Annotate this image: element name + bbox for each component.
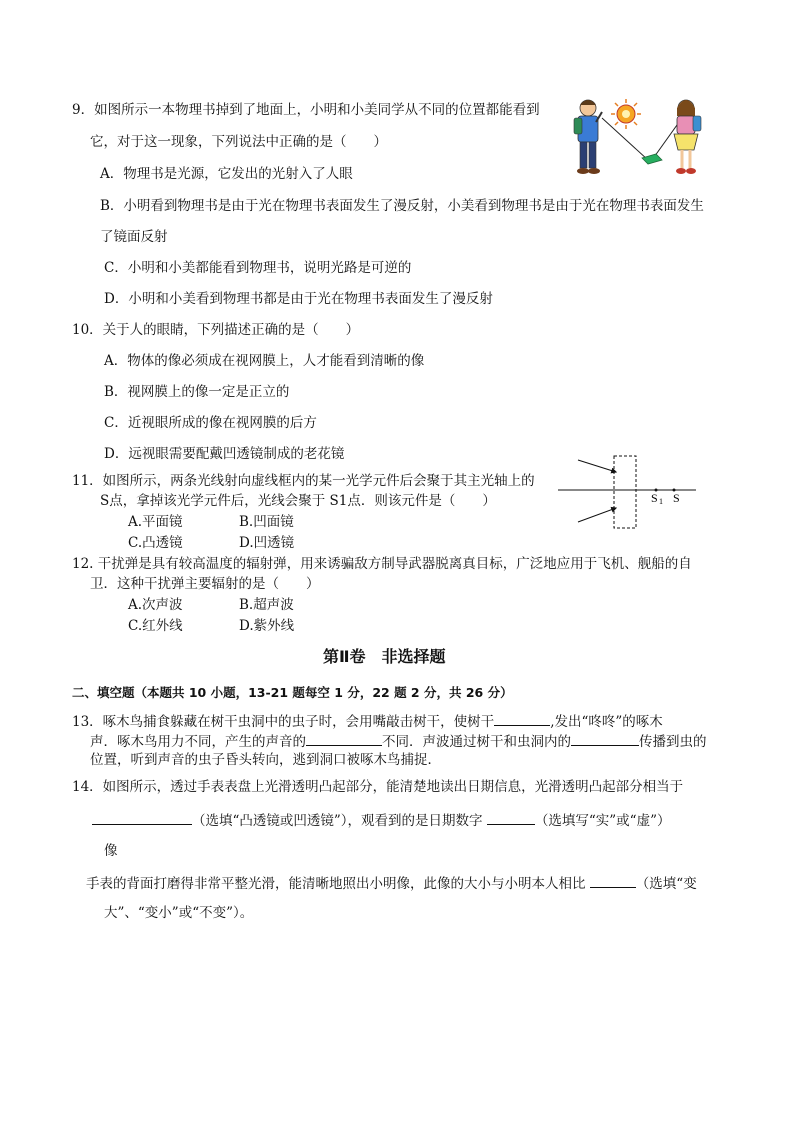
q9-option-c: C．小明和小美都能看到物理书，说明光路是可逆的 bbox=[104, 260, 412, 276]
q13-line2-b: 不同．声波通过树干和虫洞内的 bbox=[382, 734, 571, 750]
q13-blank-2[interactable] bbox=[306, 731, 382, 746]
q13-blank-3[interactable] bbox=[571, 731, 639, 746]
q11-stem-line2: S点，拿掉该光学元件后，光线会聚于 S1点．则该元件是（ ） bbox=[100, 493, 496, 509]
q12-option-b: B.超声波 bbox=[239, 597, 294, 613]
q13-line1-b: ,发出“咚咚”的啄木 bbox=[550, 714, 663, 730]
q9-stem-line1: 9．如图所示一本物理书掉到了地面上，小明和小美同学从不同的位置都能看到 bbox=[72, 102, 540, 118]
q11-option-c: C.凸透镜 bbox=[128, 535, 183, 551]
sun-icon bbox=[611, 99, 641, 129]
q14-line2 bbox=[92, 810, 670, 830]
q11-option-d: D.凹透镜 bbox=[239, 535, 295, 551]
q13-line2 bbox=[90, 731, 707, 751]
label-s1: S bbox=[651, 491, 658, 505]
q14-line4 bbox=[86, 873, 697, 893]
label-s: S bbox=[673, 491, 680, 505]
q14-line4-a: 手表的背面打磨得非常平整光滑，能清晰地照出小明像，此像的大小与小明本人相比 bbox=[86, 876, 586, 892]
q14-blank-2[interactable] bbox=[487, 810, 535, 825]
ray-bottom bbox=[578, 508, 616, 522]
q14-blank-3[interactable] bbox=[590, 873, 636, 888]
q9-option-a: A．物理书是光源，它发出的光射入了人眼 bbox=[100, 166, 353, 182]
q12-option-c: C.红外线 bbox=[128, 618, 183, 634]
q11-optics-diagram bbox=[556, 452, 706, 532]
q13-line1-a: 13．啄木鸟捕食躲藏在树干虫洞中的虫子时，会用嘴敲击树干，使树干 bbox=[72, 714, 495, 730]
q13-line2-a: 声．啄木鸟用力不同，产生的声音的 bbox=[90, 734, 306, 750]
q12-stem-line2: 卫．这种干扰弹主要辐射的是（ ） bbox=[90, 576, 320, 592]
q14-line3: 像 bbox=[104, 843, 118, 859]
section-heading: 二、填空题（本题共 10 小题，13-21 题每空 1 分，22 题 2 分，共 26 分） bbox=[72, 685, 513, 700]
q10-option-c: C．近视眼所成的像在视网膜的后方 bbox=[104, 415, 317, 431]
q14-line1: 14．如图所示，透过手表表盘上光滑透明凸起部分，能清楚地读出日期信息，光滑透明凸起部分相当于 bbox=[72, 779, 684, 795]
q10-stem: 10．关于人的眼睛，下列描述正确的是（ ） bbox=[72, 322, 360, 338]
q13-line3: 位置，听到声音的虫子昏头转向，逃到洞口被啄木鸟捕捉． bbox=[90, 752, 441, 768]
section-title: 第Ⅱ卷 非选择题 bbox=[323, 647, 446, 666]
q13-blank-1[interactable] bbox=[494, 711, 550, 726]
girl-figure bbox=[674, 100, 701, 174]
ray-top bbox=[578, 460, 616, 472]
q11-option-a: A.平面镜 bbox=[128, 514, 183, 530]
q12-stem-line1: 12. 干扰弹是具有较高温度的辐射弹，用来诱骗敌方制导武器脱离真目标，广泛地应用于飞机、舰船的自 bbox=[72, 556, 692, 572]
q14-blank-1[interactable] bbox=[92, 810, 192, 825]
q10-option-d: D．远视眼需要配戴凹透镜制成的老花镜 bbox=[104, 446, 345, 462]
q11-option-b: B.凹面镜 bbox=[239, 514, 294, 530]
q9-illustration bbox=[566, 96, 716, 182]
q9-option-b-line1: B．小明看到物理书是由于光在物理书表面发生了漫反射，小美看到物理书是由于光在物理书表面发生 bbox=[100, 198, 704, 214]
q10-option-a: A．物体的像必须成在视网膜上，人才能看到清晰的像 bbox=[104, 353, 425, 369]
label-s1-sub: 1 bbox=[659, 497, 663, 506]
dashed-box bbox=[614, 456, 636, 528]
q13-line1 bbox=[72, 711, 663, 731]
q10-option-b: B．视网膜上的像一定是正立的 bbox=[104, 384, 290, 400]
q12-option-a: A.次声波 bbox=[128, 597, 183, 613]
q14-line5: 大”、“变小”或“不变”）。 bbox=[104, 905, 254, 921]
boy-figure bbox=[574, 100, 602, 174]
q9-option-d: D．小明和小美看到物理书都是由于光在物理书表面发生了漫反射 bbox=[104, 291, 493, 307]
q9-stem-line2: 它，对于这一现象，下列说法中正确的是（ ） bbox=[90, 134, 387, 150]
q14-line2-b: （选填写“实”或“虚”） bbox=[534, 813, 671, 829]
q9-option-b-line2: 了镜面反射 bbox=[100, 229, 168, 245]
q13-line2-c: 传播到虫的 bbox=[639, 734, 707, 750]
book-icon bbox=[642, 154, 662, 164]
q14-line4-b: （选填“变 bbox=[635, 876, 697, 892]
q11-stem-line1: 11．如图所示，两条光线射向虚线框内的某一光学元件后会聚于其主光轴上的 bbox=[72, 473, 535, 489]
q14-line2-a: （选填“凸透镜或凹透镜”），观看到的是日期数字 bbox=[192, 813, 483, 829]
q12-option-d: D.紫外线 bbox=[239, 618, 295, 634]
